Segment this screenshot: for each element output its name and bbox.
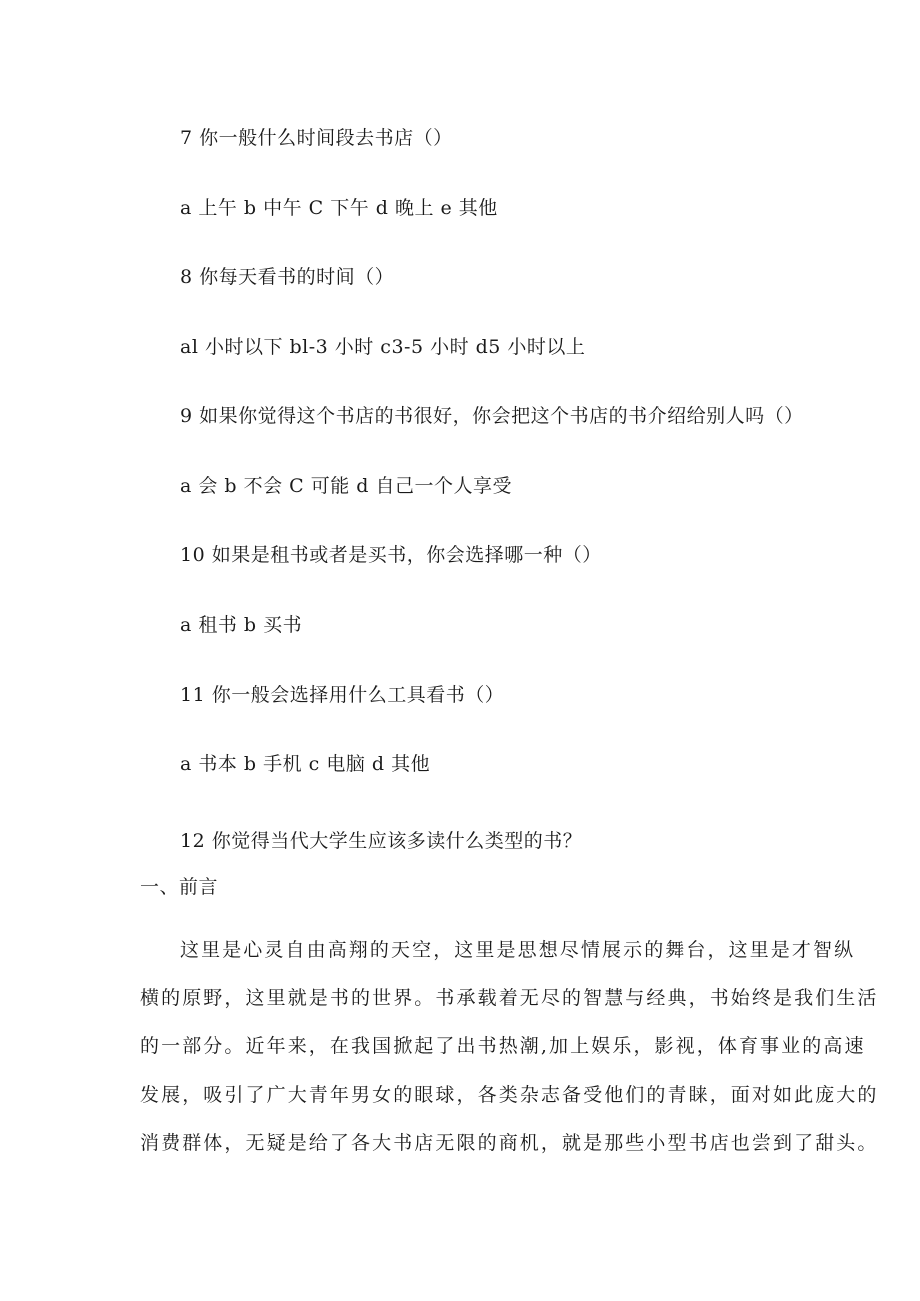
question-8: 8 你每天看书的时间（） [180, 266, 395, 288]
question-9-options: a 会 b 不会 C 可能 d 自己一个人享受 [180, 475, 512, 497]
question-11-options: a 书本 b 手机 c 电脑 d 其他 [180, 753, 431, 775]
section-heading-preface: 一、前言 [140, 876, 219, 898]
question-12: 12 你觉得当代大学生应该多读什么类型的书？ [180, 830, 583, 852]
paragraph-line: 横的原野，这里就是书的世界。书承载着无尽的智慧与经典，书始终是我们生活 [140, 987, 879, 1009]
paragraph-line: 这里是心灵自由高翔的天空，这里是思想尽情展示的舞台，这里是才智纵 [180, 939, 856, 961]
question-7: 7 你一般什么时间段去书店（） [180, 127, 453, 149]
paragraph-line: 发展，吸引了广大青年男女的眼球，各类杂志备受他们的青睐，面对如此庞大的 [140, 1084, 879, 1106]
paragraph-line: 消费群体，无疑是给了各大书店无限的商机，就是那些小型书店也尝到了甜头。 [140, 1132, 879, 1154]
question-8-options: al 小时以下 bl-3 小时 c3-5 小时 d5 小时以上 [180, 336, 586, 358]
question-10: 10 如果是租书或者是买书，你会选择哪一种（） [180, 544, 602, 566]
question-7-options: a 上午 b 中午 C 下午 d 晚上 e 其他 [180, 197, 498, 219]
question-11: 11 你一般会选择用什么工具看书（） [180, 684, 505, 706]
question-9: 9 如果你觉得这个书店的书很好，你会把这个书店的书介绍给别人吗（） [180, 405, 804, 427]
paragraph-line: 的一部分。近年来，在我国掀起了出书热潮,加上娱乐，影视，体育事业的高速 [140, 1035, 866, 1057]
question-10-options: a 租书 b 买书 [180, 614, 303, 636]
